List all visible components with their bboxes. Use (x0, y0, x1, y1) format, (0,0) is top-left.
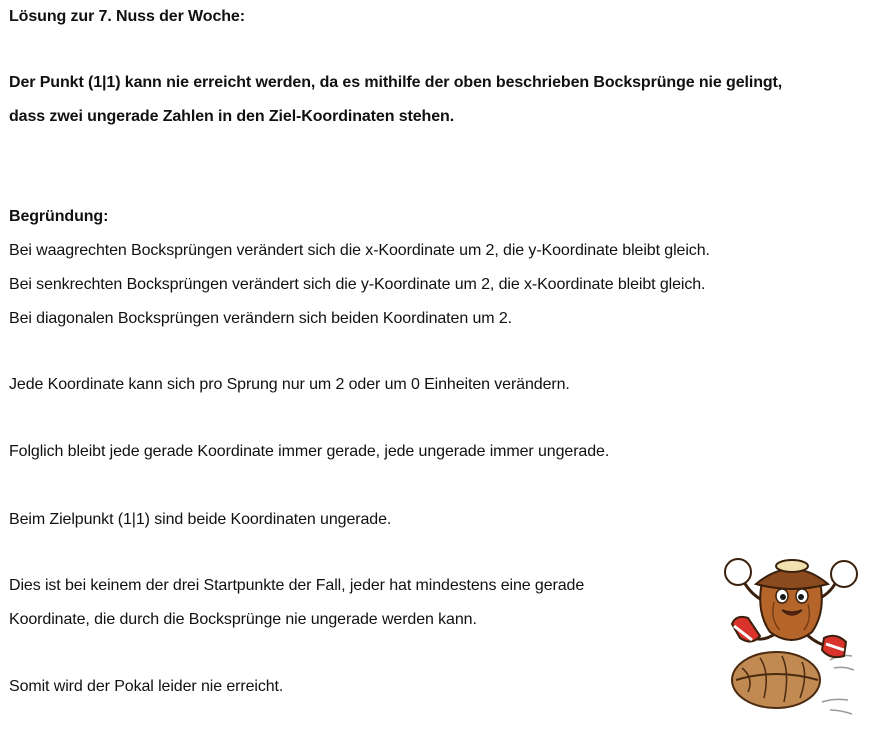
paragraph-start-points-line-2: Koordinate, die durch die Bocksprünge nie ungerade werden kann. (9, 611, 477, 628)
paragraph-start-points-line-1: Dies ist bei keinem der drei Startpunkte der Fall, jeder hat mindestens eine gerade (9, 577, 585, 594)
reason-line-horizontal: Bei waagrechten Bocksprüngen verändert sich die x-Koordinate um 2, die y-Koordinate bleibt gleich. (9, 242, 710, 259)
paragraph-parity: Folglich bleibt jede gerade Koordinate immer gerade, jede ungerade immer ungerade. (9, 443, 610, 460)
conclusion: Somit wird der Pokal leider nie erreicht. (9, 678, 284, 695)
answer-line-2: dass zwei ungerade Zahlen in den Ziel-Koordinaten stehen. (9, 108, 455, 125)
walnut (732, 652, 820, 708)
answer-line-1: Der Punkt (1|1) kann nie erreicht werden, da es mithilfe der oben beschrieben Bocksprünge nie gelingt, (9, 74, 783, 91)
reason-line-vertical: Bei senkrechten Bocksprüngen verändert sich die y-Koordinate um 2, die x-Koordinate bleibt gleich. (9, 276, 706, 293)
reason-heading: Begründung: (9, 208, 109, 225)
paragraph-target-point: Beim Zielpunkt (1|1) sind beide Koordinaten ungerade. (9, 511, 392, 528)
paragraph-step-size: Jede Koordinate kann sich pro Sprung nur um 2 oder um 0 Einheiten verändern. (9, 376, 570, 393)
jumping-nut-illustration (712, 552, 876, 718)
page-heading: Lösung zur 7. Nuss der Woche: (9, 8, 245, 25)
reason-line-diagonal: Bei diagonalen Bocksprüngen verändern sich beiden Koordinaten um 2. (9, 310, 512, 327)
